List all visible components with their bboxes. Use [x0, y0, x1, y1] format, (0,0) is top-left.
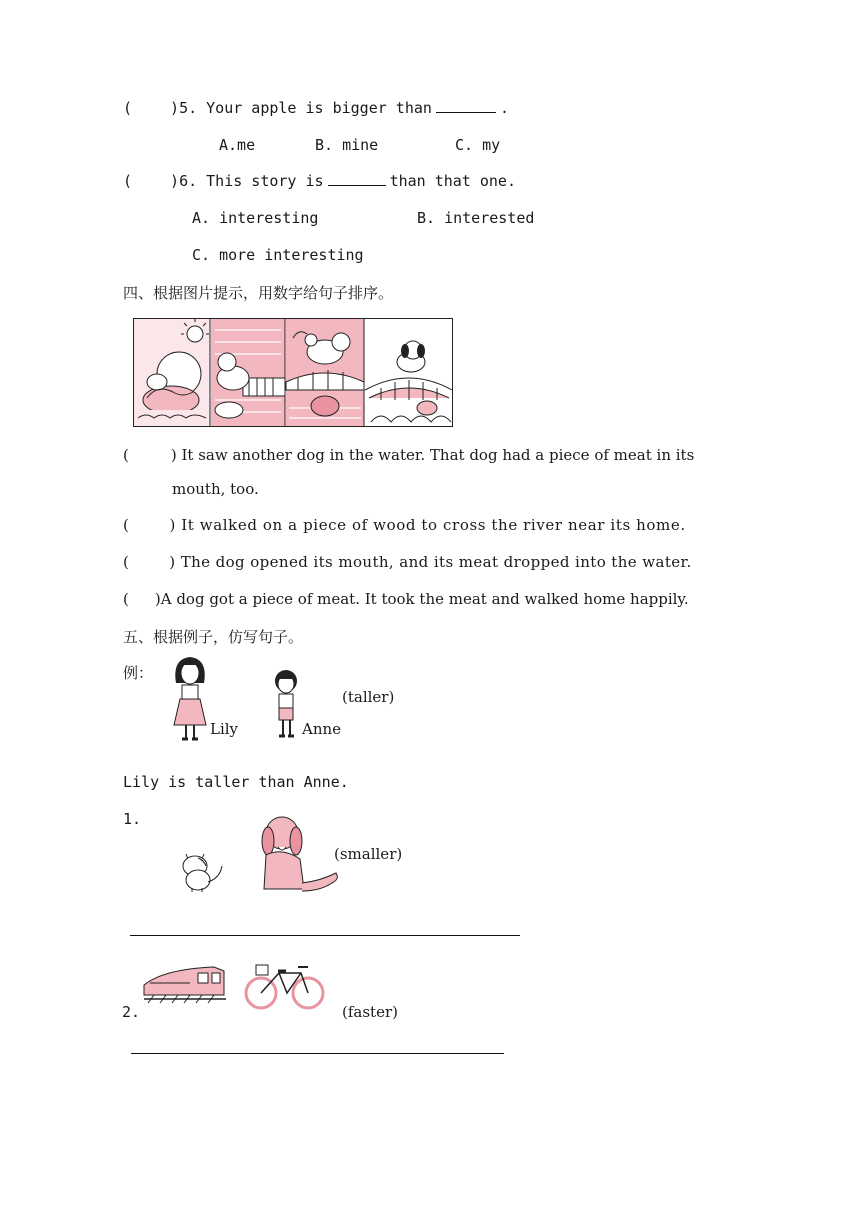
sequence-sentence-1: ( ) It saw another dog in the water. That dog had a piece of meat in its: [123, 446, 695, 464]
example-sentence: Lily is taller than Anne.: [123, 773, 349, 791]
question-5: [123, 99, 509, 117]
sequence-sentence-4: ( )A dog got a piece of meat. It took the meat and walked home happily.: [123, 590, 689, 608]
fill-blank[interactable]: [436, 111, 496, 113]
train-illustration: [142, 963, 228, 1005]
comic-panel-2: [211, 319, 285, 426]
option-c: C. my: [455, 136, 501, 154]
hint-faster: (faster): [342, 1003, 398, 1021]
label-lily: Lily: [210, 720, 239, 738]
question-6: [123, 172, 516, 190]
answer-paren-close: ): [170, 99, 180, 117]
item-2-number: 2.: [122, 1003, 141, 1021]
girl-anne-illustration: [268, 667, 304, 741]
question-text: Your apple is bigger than: [206, 99, 432, 117]
answer-line-2[interactable]: [131, 1053, 504, 1054]
question-text-end: .: [499, 99, 509, 117]
section-4-title: 四、根据图片提示，用数字给句子排序。: [123, 284, 394, 302]
answer-line-1[interactable]: [130, 935, 520, 936]
comic-panel-4: [365, 319, 452, 426]
question-number: 6.: [179, 172, 198, 190]
dog-illustration: [258, 813, 342, 893]
item-1-number: 1.: [123, 810, 142, 828]
example-label: 例：: [123, 664, 154, 682]
option-c: C. more interesting: [192, 246, 364, 264]
comic-panel-3: [286, 319, 364, 426]
question-text: This story is: [206, 172, 324, 190]
sequence-sentence-1-cont: mouth, too.: [172, 480, 259, 498]
option-b: B. mine: [315, 136, 379, 154]
answer-paren-open: (: [123, 172, 133, 190]
sequence-sentence-2: ( ) It walked on a piece of wood to cross the river near its home.: [123, 516, 686, 534]
cat-illustration: [178, 848, 226, 894]
sequence-sentence-3: ( ) The dog opened its mouth, and its meat dropped into the water.: [123, 553, 692, 571]
bicycle-illustration: [244, 955, 326, 1013]
fill-blank[interactable]: [328, 184, 386, 186]
option-b: B. interested: [417, 209, 535, 227]
option-a: A. interesting: [192, 209, 319, 227]
answer-paren-open: (: [123, 99, 133, 117]
comic-panel-1: [134, 319, 210, 426]
girl-lily-illustration: [168, 655, 212, 745]
story-comic-strip: [133, 318, 453, 428]
section-5-title: 五、根据例子，仿写句子。: [123, 628, 304, 646]
label-anne: Anne: [302, 720, 342, 738]
hint-smaller: (smaller): [334, 845, 403, 863]
answer-paren-close: ): [170, 172, 180, 190]
hint-taller: (taller): [342, 688, 395, 706]
question-number: 5.: [179, 99, 198, 117]
option-a: A.me: [219, 136, 256, 154]
question-text-end: than that one.: [389, 172, 516, 190]
